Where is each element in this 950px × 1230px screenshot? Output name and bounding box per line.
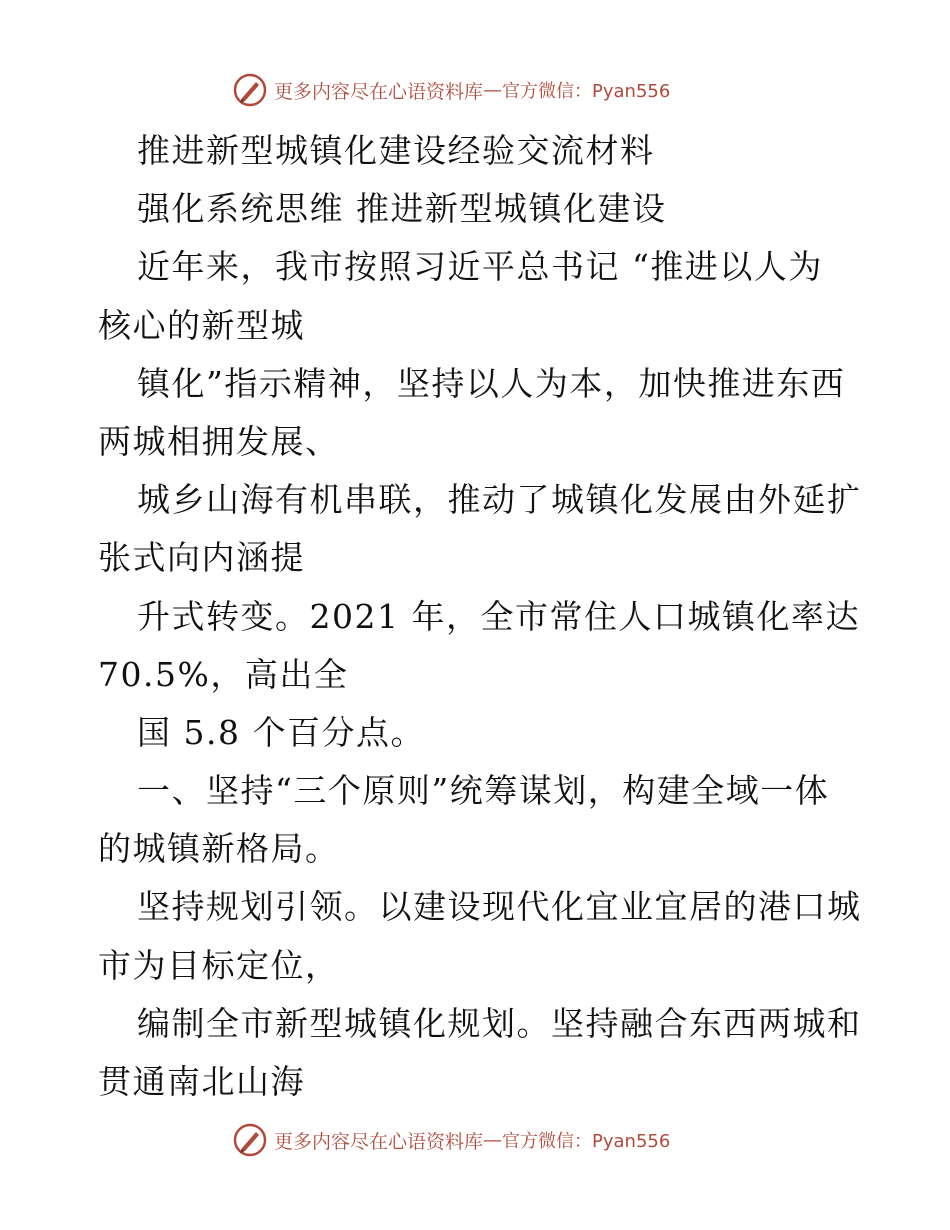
text-line: 镇化”指示精神，坚持以人为本，加快推进东西 (137, 363, 846, 403)
watermark-dash: — (483, 79, 503, 101)
pen-logo-icon (232, 1122, 268, 1158)
pen-logo-icon (232, 72, 268, 108)
text-line: 核心的新型城 (98, 305, 305, 345)
watermark-main-text: 更多内容尽在心语资料库 (274, 1130, 484, 1153)
document-title: 推进新型城镇化建设经验交流材料 (137, 131, 655, 170)
text-line: 两城相拥发展、 (98, 421, 340, 461)
document-subtitle: 强化系统思维 推进新型城镇化建设 (137, 189, 667, 229)
text-line: 编制全市新型城镇化规划。坚持融合东西两城和 (137, 1003, 862, 1043)
text-line: 张式向内涵提 (98, 538, 305, 578)
watermark-main-text: 更多内容尽在心语资料库 (274, 80, 484, 103)
footer-watermark (232, 1120, 670, 1160)
text-line: 升式转变。2021 年，全市常住人口城镇化率达 (137, 596, 860, 636)
text-line: 坚持规划引领。以建设现代化宜业宜居的港口城 (137, 887, 862, 927)
text-line: 贯通南北山海 (98, 1062, 305, 1101)
section-heading-continued: 的城镇新格局。 (98, 829, 340, 869)
text-line: 70.5%，高出全 (98, 654, 349, 694)
watermark-wechat-text: 官方微信：Pyan556 (502, 81, 671, 102)
text-line: 近年来，我市按照习近平总书记 “推进以人为 (137, 247, 823, 287)
document-body (98, 122, 878, 1111)
watermark-wechat-text: 官方微信：Pyan556 (502, 1131, 671, 1152)
watermark-dash: — (483, 1129, 503, 1151)
text-line: 国 5.8 个百分点。 (137, 712, 425, 752)
text-line: 城乡山海有机串联，推动了城镇化发展由外延扩 (137, 480, 862, 520)
header-watermark (232, 70, 670, 110)
section-heading: 一、坚持“三个原则”统筹谋划，构建全域一体 (137, 771, 830, 811)
text-line: 市为目标定位， (98, 945, 340, 985)
